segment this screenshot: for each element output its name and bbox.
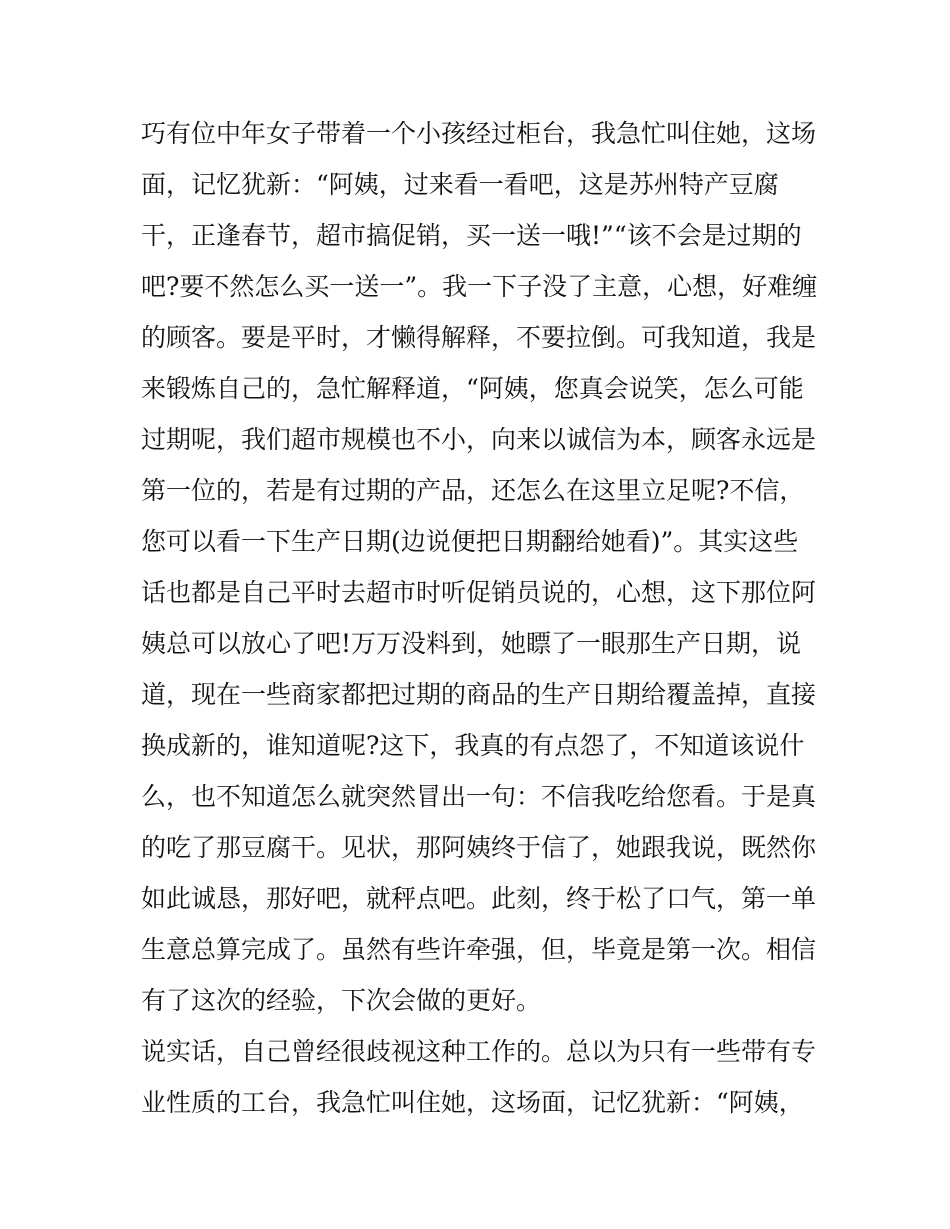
text-line: 的吃了那豆腐干。见状，那阿姨终于信了，她跟我说，既然你 <box>141 833 817 862</box>
text-line: 如此诚恳，那好吧，就秤点吧。此刻，终于松了口气，第一单 <box>141 884 817 913</box>
text-line: 话也都是自己平时去超市时听促销员说的，心想，这下那位阿 <box>141 578 817 607</box>
text-line: 您可以看一下生产日期(边说便把日期翻给她看)”。其实这些 <box>141 527 799 556</box>
text-line: 说实话，自己曾经很歧视这种工作的。总以为只有一些带有专 <box>141 1037 817 1066</box>
text-line: 的顾客。要是平时，才懒得解释，不要拉倒。可我知道，我是 <box>141 323 817 352</box>
text-line: 来锻炼自己的，急忙解释道，“阿姨，您真会说笑，怎么可能 <box>141 374 804 403</box>
text-line: 面，记忆犹新：“阿姨，过来看一看吧，这是苏州特产豆腐 <box>141 170 779 199</box>
text-line: 吧?要不然怎么买一送一”。我一下子没了主意，心想，好难缠 <box>141 272 818 301</box>
body-text <box>141 108 817 1128</box>
text-line: 姨总可以放心了吧!万万没料到，她瞟了一眼那生产日期，说 <box>141 629 802 658</box>
text-line: 道，现在一些商家都把过期的商品的生产日期给覆盖掉，直接 <box>141 680 817 709</box>
text-line: 么，也不知道怎么就突然冒出一句：不信我吃给您看。于是真 <box>141 782 817 811</box>
text-line: 过期呢，我们超市规模也不小，向来以诚信为本，顾客永远是 <box>141 425 817 454</box>
text-line: 换成新的，谁知道呢?这下，我真的有点怨了，不知道该说什 <box>141 731 805 760</box>
text-line: 有了这次的经验，下次会做的更好。 <box>141 986 542 1015</box>
text-line: 巧有位中年女子带着一个小孩经过柜台，我急忙叫住她，这场 <box>141 119 817 148</box>
text-line: 业性质的工台，我急忙叫住她，这场面，记忆犹新：“阿姨， <box>141 1088 804 1117</box>
text-line: 第一位的，若是有过期的产品，还怎么在这里立足呢?不信， <box>141 476 805 505</box>
text-line: 干，正逢春节，超市搞促销，买一送一哦!”“该不会是过期的 <box>141 221 802 250</box>
text-line: 生意总算完成了。虽然有些许牵强，但，毕竟是第一次。相信 <box>141 935 817 964</box>
